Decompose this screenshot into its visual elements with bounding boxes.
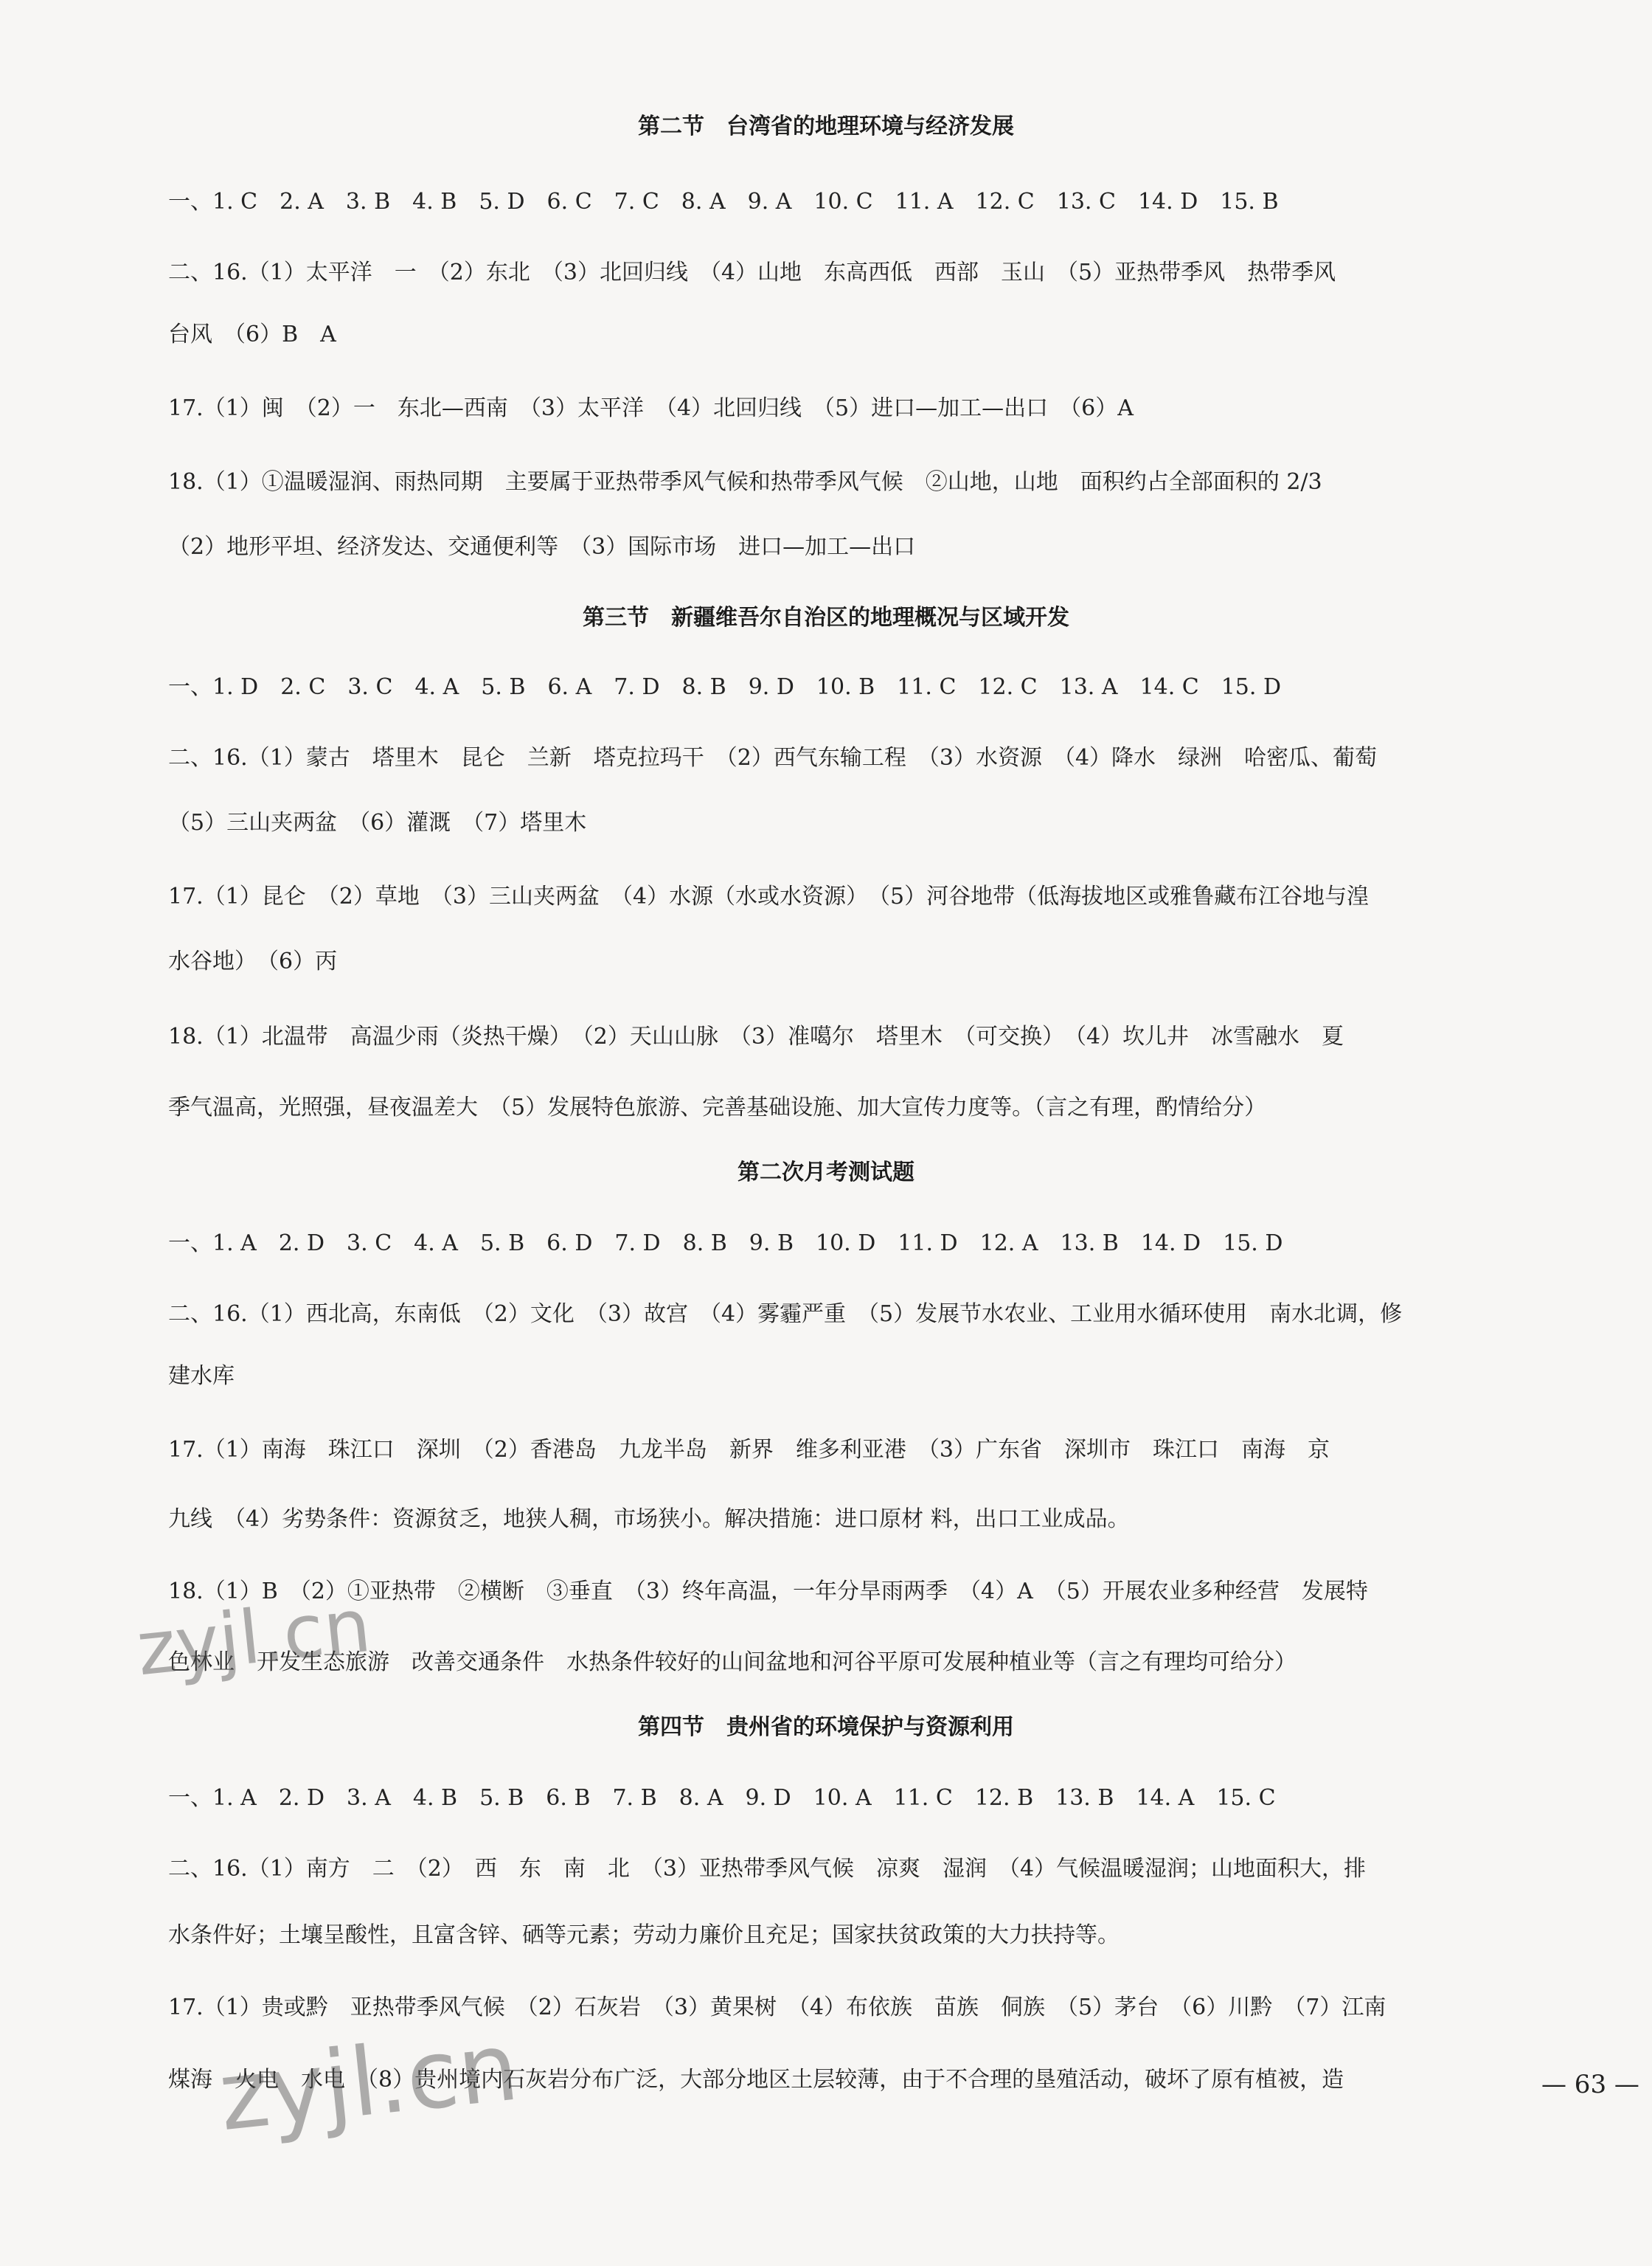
answer-line: 18.（1）①温暖湿润、雨热同期 主要属于亚热带季风气候和热带季风气候 ②山地，山地 面积约占全部面积的 2/3 [168, 469, 1322, 495]
page-number: — 63 — [1541, 2070, 1639, 2099]
answer-line: 18.（1）B （2）①亚热带 ②横断 ③垂直 （3）终年高温，一年分旱雨两季 （4）A （5）开展农业多种经营 发展特 [168, 1579, 1368, 1604]
section-title-taiwan: 第二节 台湾省的地理环境与经济发展 [638, 114, 1014, 139]
answer-line: 一、1. C 2. A 3. B 4. B 5. D 6. C 7. C 8. A 9. A 10. C 11. A 12. C 13. C 14. D 15. B [168, 189, 1279, 215]
answer-line: 煤海 火电 水电 （8）贵州境内石灰岩分布广泛，大部分地区土层较薄，由于不合理的垦殖活动，破坏了原有植被，造 [168, 2067, 1344, 2093]
answer-line: 一、1. A 2. D 3. A 4. B 5. B 6. B 7. B 8. A 9. D 10. A 11. C 12. B 13. B 14. A 15. C [168, 1785, 1276, 1811]
answer-line: 台风 （6）B A [168, 322, 336, 347]
answer-line: 二、16.（1）蒙古 塔里木 昆仑 兰新 塔克拉玛干 （2）西气东输工程 （3）水资源 （4）降水 绿洲 哈密瓜、葡萄 [168, 745, 1378, 771]
answer-line: 九线 （4）劣势条件：资源贫乏，地狭人稠，市场狭小。解决措施：进口原材 料，出口工业成品。 [168, 1506, 1130, 1532]
answer-line: 一、1. A 2. D 3. C 4. A 5. B 6. D 7. D 8. B 9. B 10. D 11. D 12. A 13. B 14. D 15. D [168, 1230, 1283, 1256]
answer-line: 二、16.（1）西北高，东南低 （2）文化 （3）故宫 （4）雾霾严重 （5）发展节水农业、工业用水循环使用 南水北调，修 [168, 1301, 1403, 1327]
answer-line: 季气温高，光照强，昼夜温差大 （5）发展特色旅游、完善基础设施、加大宣传力度等。（言之有理，酌情给分） [168, 1095, 1267, 1120]
watermark-logo: zyjl.cn [133, 1581, 375, 1693]
answer-line: 水谷地） （6）丙 [168, 949, 338, 974]
watermark-logo: zyjl.cn [214, 2012, 524, 2153]
answer-line: 17.（1）闽 （2）一 东北—西南 （3）太平洋 （4）北回归线 （5）进口—加工—出口 （6）A [168, 395, 1134, 421]
section-title-second-monthly-test: 第二次月考测试题 [738, 1160, 914, 1185]
section-title-xinjiang: 第三节 新疆维吾尔自治区的地理概况与区域开发 [583, 605, 1069, 631]
answer-line: 一、1. D 2. C 3. C 4. A 5. B 6. A 7. D 8. B 9. D 10. B 11. C 12. C 13. A 14. C 15. D [168, 674, 1282, 700]
answer-line: 17.（1）贵或黔 亚热带季风气候 （2）石灰岩 （3）黄果树 （4）布依族 苗族 侗族 （5）茅台 （6）川黔 （7）江南 [168, 1995, 1386, 2020]
answer-line: 18.（1）北温带 高温少雨（炎热干燥） （2）天山山脉 （3）准噶尔 塔里木 （可交换） （4）坎儿井 冰雪融水 夏 [168, 1024, 1344, 1050]
answer-line: 二、16.（1）太平洋 一 （2）东北 （3）北回归线 （4）山地 东高西低 西部 玉山 （5）亚热带季风 热带季风 [168, 260, 1336, 285]
answer-line: 17.（1）昆仑 （2）草地 （3）三山夹两盆 （4）水源（水或水资源） （5）河谷地带（低海拔地区或雅鲁藏布江谷地与湟 [168, 884, 1370, 909]
section-title-guizhou: 第四节 贵州省的环境保护与资源利用 [638, 1714, 1014, 1740]
answer-line: 建水库 [168, 1363, 235, 1389]
answer-line: 17.（1）南海 珠江口 深圳 （2）香港岛 九龙半岛 新界 维多利亚港 （3）广东省 深圳市 珠江口 南海 京 [168, 1437, 1330, 1463]
answer-line: （2）地形平坦、经济发达、交通便利等 （3）国际市场 进口—加工—出口 [168, 534, 916, 560]
answer-line: 二、16.（1）南方 二 （2） 西 东 南 北 （3）亚热带季风气候 凉爽 湿润 （4）气候温暖湿润；山地面积大，排 [168, 1856, 1367, 1882]
answer-line: 水条件好；土壤呈酸性，且富含锌、硒等元素；劳动力廉价且充足；国家扶贫政策的大力扶持等。 [168, 1922, 1120, 1948]
answer-line: 色林业 开发生态旅游 改善交通条件 水热条件较好的山间盆地和河谷平原可发展种植业等（言之有理均可给分） [168, 1649, 1297, 1675]
answer-line: （5）三山夹两盆 （6）灌溉 （7）塔里木 [168, 810, 587, 836]
